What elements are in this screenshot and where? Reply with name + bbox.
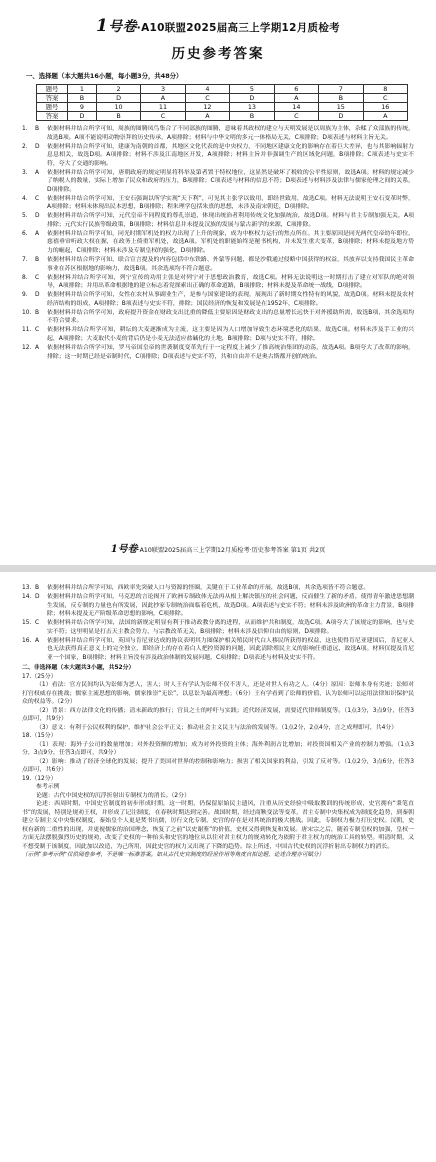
explanation-item bbox=[22, 619, 414, 636]
explanation-item bbox=[22, 291, 414, 308]
answer-cell: 9 bbox=[68, 103, 97, 112]
item-explanation: 依据材料并结合所学可知，列宁宣传的功用主张是对列宁对于思想政治教育，故选C项。材料无法说明这一时期打击了建立对军队的绝对领导，A项排除；并用出革命根据地的建立标志着党探索出正确的革命道路，B项排除；材料未提及革命统一战线，D项排除。 bbox=[47, 274, 414, 290]
item-answer: C bbox=[35, 327, 40, 334]
item-explanation: 依据材料并结合所学可知，元代皇帝不同程度的尊孔崇道，体现出统治者利用传统文化加强统治，故选D项。材料与君主专制加强无关，A项排除；元代实行民族等级政策，B项排除；材料信息并未提及汉族的发展与蒙古新学的来源，C项排除。 bbox=[47, 213, 414, 228]
grading-note: （示例“参考示例”仅供阅卷参考，不是唯一标准答案。如从古代史官制度的经世作用等角度自拟论题，论述合理亦可赋分） bbox=[22, 852, 325, 859]
page-header bbox=[0, 0, 436, 36]
answer-cell: 8 bbox=[363, 85, 407, 94]
answer-cell: 12 bbox=[185, 103, 229, 112]
item-number: 5. bbox=[22, 213, 28, 220]
question-18-answer bbox=[22, 732, 414, 775]
item-number: 14. bbox=[22, 594, 32, 601]
answer-cell: B bbox=[68, 94, 97, 103]
answer-line: （1）看法：官方民间均认为讼师为恶人，害人；时人王有学认为讼师不仅不害人，还是对世人有功之人。（4分）原因：讼师本身有劣迹；讼师对打官权威存在挑战；儒家主流思想的影响，儒家推崇“无讼”，以息讼为最高理想；（6分）王有学看到了讼师的价值，认为讼师可以运用法律知识保护民众的权益等。（2分） bbox=[22, 682, 414, 706]
page-title: 历史参考答案 bbox=[171, 46, 265, 62]
answer-cell: D bbox=[68, 112, 97, 121]
answer-cell: C bbox=[274, 112, 318, 121]
answer-cell: 10 bbox=[96, 103, 140, 112]
answer-cell: 11 bbox=[141, 103, 185, 112]
row-label-cell: 答案 bbox=[37, 112, 68, 121]
explanation-item bbox=[22, 344, 414, 361]
answer-cell: D bbox=[319, 112, 363, 121]
row-label-cell: 答案 bbox=[37, 94, 68, 103]
answer-cell: A bbox=[363, 112, 407, 121]
item-answer: A bbox=[35, 169, 40, 176]
item-answer: D bbox=[35, 213, 40, 220]
item-answer: D bbox=[35, 143, 40, 150]
item-answer: B bbox=[35, 585, 40, 591]
item-number: 4. bbox=[22, 195, 28, 202]
answer-cell: A bbox=[185, 112, 229, 121]
item-number: 7. bbox=[22, 257, 28, 264]
explanation-item bbox=[22, 326, 414, 343]
explanation-item bbox=[22, 256, 414, 273]
explanation-item bbox=[22, 309, 414, 326]
answer-table-row bbox=[37, 94, 408, 103]
item-explanation: 依据材料并结合所学可知，法国的新规定明显有利于推动政教分离的进程，从而维护共和制度，故选C项。A项夸大了该规定的影响，也与史实不符；这里明显是打击天主教会势力，与宗教改革无关，B项排除；材料未涉及信仰自由的原则，D项排除。 bbox=[47, 620, 414, 635]
item-number: 3. bbox=[22, 169, 28, 176]
page-footer-1 bbox=[0, 540, 436, 555]
answer-cell: B bbox=[96, 112, 140, 121]
answer-line: （3）意义：有利于公民权利的保护，维护社会公平正义；推动社会主义民主与法治的发展等。（1点2分，2点4分，言之成理即可，共4分） bbox=[36, 724, 398, 731]
item-answer: A bbox=[35, 230, 40, 237]
item-explanation: 依据材料并结合所学可知，马克思的言论揭开了欧洲专制政体无法再从根上解决镇压的社会问题，反而催生了新的矛盾，使得青年激进思想潮生发展，反专制的力量也有所发展，因此抄家专制统治面临着危机，故选D项。A项表述与史实不符；材料未涉及欧洲的革命主力背景，B项排除；材料未提及无产阶级革命思想的影响，C项排除。 bbox=[47, 594, 414, 618]
item-explanation: 依据材料并结合所学可知，罗马帝国皇帝的世袭制度变革先行于一定程度上减少了推高统治集团的动荡，故选A项。B项夸大了改革的影响，排除；这一时期已经是帝制时代，C项排除；D项表述与史实不符，共和自由并不是奥古斯都开创的统治。 bbox=[47, 345, 414, 360]
explanation-item bbox=[22, 584, 414, 593]
answer-cell: 13 bbox=[230, 103, 274, 112]
explanation-list bbox=[22, 125, 414, 361]
item-answer: D bbox=[35, 594, 40, 601]
item-explanation: 依据材料并结合所学可知，英国与肯尼亚达成的协议表明其力图保护相关殖民时代白人移民所获得的权益，这也使得肯尼亚建国后，肯尼亚人也无法获得真正意义上的完全独立，即经济上的存在着白人把控资源的问题，因此清除殖民主义的影响任重道远，故选A项。材料仅提及肯尼亚一个国家，B项排除；材料主旨没有涉及政治体制的发展问题，C项排除；D项表述与材料及史实不符。 bbox=[47, 637, 414, 661]
question-heading: 18.（15分） bbox=[22, 733, 57, 740]
header-text: ·A10联盟2025届高三上学期12月质检考 bbox=[136, 22, 340, 34]
explanation-item bbox=[22, 212, 414, 229]
explanation-item bbox=[22, 593, 414, 619]
item-number: 16. bbox=[22, 637, 32, 644]
explanation-item bbox=[22, 195, 414, 212]
item-number: 15. bbox=[22, 620, 32, 627]
answer-cell: 6 bbox=[274, 85, 318, 94]
answer-cell: B bbox=[319, 94, 363, 103]
explanation-list-continued bbox=[22, 584, 414, 662]
answer-cell: 7 bbox=[319, 85, 363, 94]
footer-text: ·A10联盟2025届高三上学期12月质检考·历史参考答案 第1页 共2页 bbox=[137, 547, 326, 554]
answer-cell: C bbox=[141, 112, 185, 121]
item-explanation: 依据材料并结合所学可知，王安石强调以所学实现“天下利”，可见其主张学以致用，即经世致用，故选C项。材料无法说明王安石变革时弊，A项排除；材料未体现出民本思想，B项排除；程朱理学包括朱熹的思想，未涉及南宋朝廷，D项排除。 bbox=[47, 195, 414, 211]
answer-cell: 3 bbox=[141, 85, 185, 94]
row-label-cell: 题号 bbox=[37, 85, 68, 94]
answer-cell: A bbox=[274, 94, 318, 103]
explanation-item bbox=[22, 637, 414, 663]
explanation-item bbox=[22, 169, 414, 195]
item-answer: A bbox=[35, 345, 40, 352]
answer-line: 论题：古代中国史权的沉浮折射出专制权力的消长。（2分） bbox=[36, 792, 190, 799]
question-17-answer bbox=[22, 673, 414, 733]
answer-line: （1）表现：海外子公司的数量增加；对外投资额的增加；成为对外投资的主体；海外利润占比增加；对投资国相关产业的控制力增强。（1点3分，3点9分，任答3点即可，共9分） bbox=[22, 741, 414, 757]
item-number: 8. bbox=[22, 274, 28, 281]
item-answer: C bbox=[35, 274, 40, 281]
item-answer: A bbox=[35, 637, 40, 644]
item-explanation: 依据材料并结合所学可知，女性在农村从事副业生产，是参与国家建设的表现，展现出了新时期女性特有的风貌，故选D项。材料未提及农村经济结构的组成，A项排除；B项表述与史实不符，排除；国民经济的恢复和发展是在1952年，C项排除。 bbox=[47, 292, 414, 307]
explanation-item bbox=[22, 274, 414, 291]
item-answer: B bbox=[35, 257, 40, 264]
item-explanation: 依据材料并结合所学可知，西欧率先突破人口与资源的怪圈，关键在于工业革命的开展，故选B项，其余选项皆不符合题意。 bbox=[47, 585, 370, 591]
item-explanation: 依据材料并结合所学可知，耕坛的大麦逐渐成为主流，这主要是因为人口增加导致生态环境恶化的结果，故选C项。材料未涉及手工业的兴起，A项排除；大麦取代小麦的背后仍是小麦无法适应盐碱化的土地，B项排除；D项与史实不符，排除。 bbox=[47, 327, 414, 342]
question-heading: 17.（25分） bbox=[22, 673, 57, 680]
item-answer: C bbox=[35, 620, 40, 627]
item-number: 11. bbox=[22, 327, 32, 334]
item-number: 6. bbox=[22, 230, 28, 237]
answer-cell: 15 bbox=[319, 103, 363, 112]
item-explanation: 依据材料并结合所学可知，周族的图腾凤鸟集合了不同部族的图腾，意味着其政权的建立与天明发展是以周族为主体，杂糅了众部族的传统，故选B项。A项不能说明动物崇拜的历史传承，A项排除；材料与中华文明的多元一体格局无关，C项排除；D项表述与材料主旨无关。 bbox=[47, 126, 414, 141]
item-answer: C bbox=[35, 195, 40, 202]
brand-logo: 1号卷 bbox=[96, 16, 137, 36]
answer-line: （2）影响：推动了经济全球化的发展；提升了美国对世界的控制和影响力；损害了相关国家的利益，引发了反对等。（1点2分，3点6分，任答3点即可，共6分） bbox=[22, 758, 414, 774]
explanation-item bbox=[22, 125, 414, 142]
item-explanation: 依据材料并结合所学可知，建康为南朝的首都，其地区文化代表的是中央权力，不同地区建康文化的影响存在着巨大差异，也与其影响辐射力息息相关，故选D项。A项排除；材料不涉及江南地区开发，A项排除；材料主旨并非强调生产的区域化问题，B项排除；C项表述与史实不符，夸大了交通的影响。 bbox=[47, 143, 414, 167]
explanation-item bbox=[22, 230, 414, 256]
answer-cell: D bbox=[96, 94, 140, 103]
answer-cell: B bbox=[230, 112, 274, 121]
footer-brand: 1号卷 bbox=[110, 544, 138, 555]
item-number: 1. bbox=[22, 126, 28, 132]
item-number: 13. bbox=[22, 585, 32, 591]
item-number: 2. bbox=[22, 143, 28, 150]
answer-cell: C bbox=[363, 94, 407, 103]
answer-table-row bbox=[37, 85, 408, 94]
item-answer: B bbox=[35, 309, 40, 316]
answer-table-row bbox=[37, 112, 408, 121]
explanation-item bbox=[22, 143, 414, 169]
answer-cell: 2 bbox=[96, 85, 140, 94]
item-answer: B bbox=[35, 126, 40, 132]
section-heading-essay: 二、非选择题（本大题共3小题，共52分） bbox=[22, 665, 135, 672]
answer-cell: A bbox=[141, 94, 185, 103]
answer-line: 参考示例 bbox=[36, 784, 60, 791]
essay-argument: 论述：西周时期，中国史官制度的初步形成时期，这一时期，仍保留原始民主遗风，注重从历史经验中吸取教训的传统形成，史官拥有“秉笔直书”的发展，特别是规劝王权，并形成了记注制度，在春秋时期达到完善。战国时期，经过商鞅变法等变革，君主专制中央集权成为制度化趋势，到秦朝建立专制主义中央集权制度，秦始皇个人更是焚书坑儒，厉行文化专制，史官的存在是对其统治的极大挑战。因此，专制权力极力打压史权。汉朝，史权有新的二重性的出现，并更视儒家的治国理念，恢复了之前“以史谢鉴”的价值，史权又得到恢复和发展。唐宋宗之后，随着专制皇权的加强，皇权一方面无法摆脱强烈历史的规劝，改变了史权的一种抬头和史官的地位从以往对君主权力的规劝转化为依附于君主权力的统治工具的转型。明清时期，又不想受制于该制度，因此加以改造，为己所用，因此史官的权力又出现了下降的趋势。综上所述，中国古代史权的沉浮折射出专制权力的消长。 bbox=[22, 801, 414, 850]
item-explanation: 依据材料并结合所学可知，联合宣言提及的内容包括中东铁路、外蒙等问题，都是沙俄通过侵略中国获得的权益，其放弃以支持我国民主革命事业在苏区根据地的影响力，故选B项。其余选项均不符合题意。 bbox=[47, 257, 414, 272]
item-explanation: 依据材料并结合所学可知，唐朝政府的规定明显将科举及第者置于特权地位，这显然是破坏了税收的公平性原则，故选A项。材料的规定减少了纳税人的数量，实际上增加了民众和政府的压力，B项排除；C项表述与材料的信息不符；D项表述与材料涉及法律与儒家伦理之间的关系，D项排除。 bbox=[47, 169, 414, 193]
item-number: 9. bbox=[22, 292, 28, 299]
answer-cell: 1 bbox=[68, 85, 97, 94]
item-number: 12. bbox=[22, 345, 32, 352]
section-heading-choice: 一、选择题（本大题共16小题，每小题3分，共48分） bbox=[26, 72, 183, 80]
answer-cell: C bbox=[185, 94, 229, 103]
answer-cell: 14 bbox=[274, 103, 318, 112]
answer-page-1 bbox=[0, 0, 436, 565]
item-explanation: 依据材料并结合所学可知，政府提升资金在财政支出比重的降低主要原因是财政支出的总量增长远快于对外援助所需，故选B项，其余选项均不符合要求。 bbox=[47, 309, 414, 325]
item-answer: D bbox=[35, 292, 40, 299]
answer-line: （2）背景：西方法律文化的传播；清末新政的推行；官员之士的呼吁与实践；近代经济发展，需要近代律师制度等。（1点3分，3点9分，任答3点即可，共9分） bbox=[22, 707, 414, 723]
question-heading: 19.（12分） bbox=[22, 775, 57, 782]
answer-cell: 4 bbox=[185, 85, 229, 94]
answer-table-row bbox=[37, 103, 408, 112]
item-number: 10. bbox=[22, 309, 32, 316]
answer-cell: 5 bbox=[230, 85, 274, 94]
answer-table bbox=[36, 84, 408, 121]
item-explanation: 依据材料并结合所学可知，同光时期军机处的权力出现了上升的现象，成为中枢权力运行的焦点所在。其主要原因是同光两代皇帝幼年即位，慈禧垂帘听政大权在握，在政务上倚重军机处，故选A项。军机处的职能始终是秘书机构，并未发生重大变革，B项排除；材料未提及地方势力的崛起，C项排除；材料未涉及专制皇权的强化，D项排除。 bbox=[47, 230, 414, 254]
row-label-cell: 题号 bbox=[37, 103, 68, 112]
question-19-answer bbox=[22, 775, 414, 801]
answer-cell: 16 bbox=[363, 103, 407, 112]
answer-page-2 bbox=[0, 572, 436, 1162]
answer-cell: D bbox=[230, 94, 274, 103]
